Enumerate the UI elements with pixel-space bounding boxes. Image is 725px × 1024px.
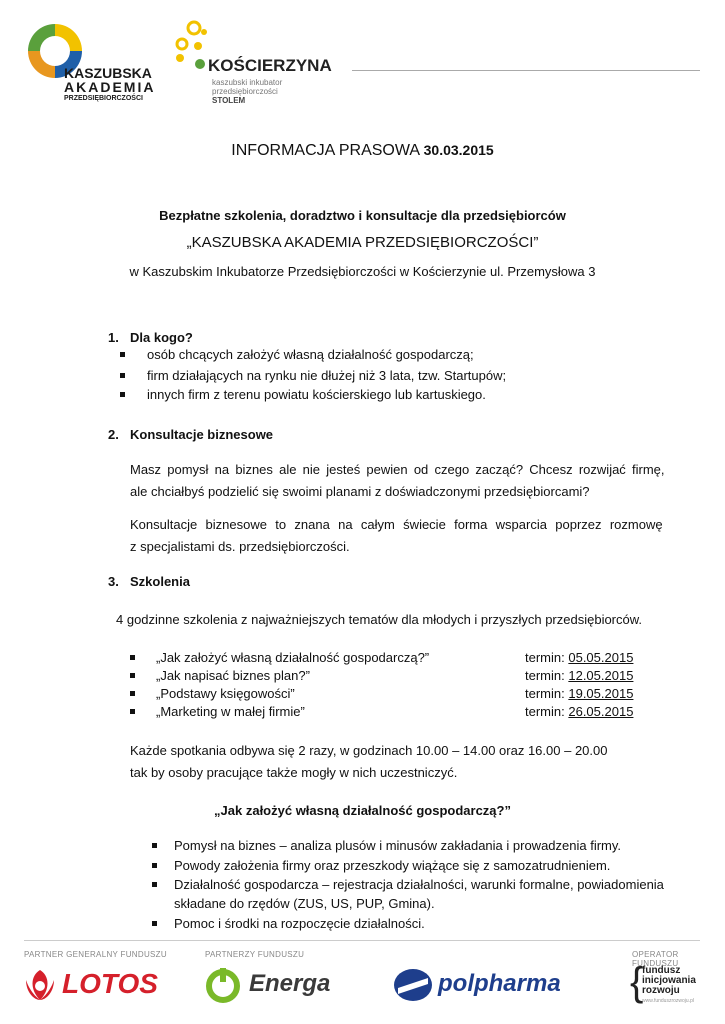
page-title	[0, 142, 725, 160]
section3-title: Szkolenia	[130, 574, 190, 589]
koscierzyna-logo	[172, 18, 372, 113]
training-title: „Jak napisać biznes plan?”	[156, 668, 310, 683]
detail-item3-cont: składane do rzędów (ZUS, US, PUP, Gmina).	[174, 896, 435, 911]
training-date: 05.05.2015	[568, 650, 634, 665]
koscierzyna-logo-mark	[172, 18, 212, 78]
title-main: INFORMACJA PRASOWA	[231, 142, 420, 159]
detail-item2: Powody założenia firmy oraz przeszkody wiążące się z samozatrudnieniem.	[174, 858, 611, 873]
s2-p2b: z specjalistami ds. przedsiębiorczości.	[130, 539, 350, 554]
lotos-text: LOTOS	[62, 968, 158, 999]
detail-item4: Pomoc i środki na rozpoczęcie działalności.	[174, 916, 425, 931]
training-title: „Jak założyć własną działalność gospodarczą?”	[156, 650, 430, 665]
footer-label-operator: OPERATOR FUNDUSZU	[632, 950, 679, 968]
detail-item1: Pomysł na biznes – analiza plusów i minusów zakładania i prowadzenia firmy.	[174, 838, 622, 853]
s2-p1a: Masz pomysł na biznes ale nie jesteś pewien od czego zacząć? Chcesz rozwijać firmę,	[130, 462, 665, 477]
kap-logo-line3: PRZEDSIĘBIORCZOŚCI	[64, 95, 143, 102]
section2-num: 2.	[108, 427, 119, 442]
bullet	[152, 882, 157, 887]
training-title: „Podstawy księgowości”	[156, 686, 295, 701]
detail-heading: „Jak założyć własną działalność gospodarczą?”	[214, 803, 511, 818]
term-label: termin:	[525, 704, 565, 719]
section3-heading	[108, 574, 190, 589]
header-rule	[352, 70, 700, 71]
bullet	[120, 392, 125, 397]
training-date: 12.05.2015	[568, 668, 634, 683]
detail-item3: Działalność gospodarcza – rejestracja działalności, warunki formalne, powiadomienia	[174, 877, 664, 892]
fir-url: www.funduszrozwoju.pl	[642, 998, 694, 1004]
energa-text: Energa	[249, 970, 331, 997]
training-date: 19.05.2015	[568, 686, 634, 701]
bullet	[130, 709, 135, 714]
s3-note1: Każde spotkania odbywa się 2 razy, w godzinach 10.00 – 14.00 oraz 16.00 – 20.00	[130, 743, 608, 758]
fir-line1: fundusz	[642, 965, 681, 976]
fir-line2: inicjowania	[642, 975, 696, 986]
koscierzyna-sub1: kaszubski inkubator	[212, 78, 283, 87]
section2-title: Konsultacje biznesowe	[130, 427, 274, 442]
bullet	[152, 863, 157, 868]
section1-heading	[108, 330, 193, 345]
intro-line3: w Kaszubskim Inkubatorze Przedsiębiorczości w Kościerzynie ul. Przemysłowa 3	[129, 264, 596, 279]
koscierzyna-sub2: przedsiębiorczości	[212, 87, 278, 96]
term-label: termin:	[525, 668, 565, 683]
term-label: termin:	[525, 650, 565, 665]
s1-item2: firm działających na rynku nie dłużej niż 3 lata, tzw. Startupów;	[147, 368, 507, 383]
footer-label-general: PARTNER GENERALNY FUNDUSZU	[24, 950, 167, 959]
fir-line3: rozwoju	[642, 985, 680, 996]
lotos-logo	[22, 964, 162, 1008]
section3-num: 3.	[108, 574, 119, 589]
training-title: „Marketing w małej firmie”	[156, 704, 305, 719]
section2-heading	[108, 427, 274, 442]
polpharma-logo	[392, 964, 582, 1008]
training-date: 26.05.2015	[568, 704, 634, 719]
bullet	[130, 691, 135, 696]
bullet	[152, 843, 157, 848]
polpharma-text: polpharma	[438, 970, 561, 997]
bullet	[130, 673, 135, 678]
kap-logo-line1: KASZUBSKA	[64, 65, 152, 81]
bullet	[130, 655, 135, 660]
intro-line1: Bezpłatne szkolenia, doradztwo i konsultacje dla przedsiębiorców	[159, 208, 566, 223]
energa-icon	[205, 968, 241, 1004]
intro-line2: „KASZUBSKA AKADEMIA PRZEDSIĘBIORCZOŚCI”	[186, 234, 539, 251]
kap-logo-line2: AKADEMIA	[64, 79, 156, 95]
lotos-flower-icon	[22, 966, 58, 1004]
bullet	[120, 373, 125, 378]
title-date: 30.03.2015	[423, 142, 494, 158]
footer-rule	[24, 940, 700, 941]
s2-p1b: ale chciałbyś podzielić się swoimi planami z doświadczonymi przedsiębiorcami?	[130, 484, 590, 499]
koscierzyna-sub3: STOLEM	[212, 96, 246, 105]
s1-item3: innych firm z terenu powiatu kościerskiego lub kartuskiego.	[147, 387, 486, 402]
section1-num: 1.	[108, 330, 119, 345]
polpharma-icon	[392, 966, 434, 1004]
s3-intro: 4 godzinne szkolenia z najważniejszych tematów dla młodych i przyszłych przedsiębiorców.	[116, 612, 643, 627]
koscierzyna-title: KOŚCIERZYNA	[208, 56, 332, 75]
fir-logo	[630, 962, 710, 1008]
kap-logo	[24, 20, 164, 115]
energa-logo	[205, 964, 345, 1008]
footer-label-partners: PARTNERZY FUNDUSZU	[205, 950, 305, 959]
bullet	[120, 352, 125, 357]
s1-item1: osób chcących założyć własną działalność gospodarczą;	[147, 347, 474, 362]
s2-p2a: Konsultacje biznesowe to znana na całym świecie forma wsparcia poprzez rozmowę	[130, 517, 663, 532]
section1-title: Dla kogo?	[130, 330, 193, 345]
fir-brace-icon: {	[630, 960, 644, 1004]
bullet	[152, 921, 157, 926]
term-label: termin:	[525, 686, 565, 701]
s3-note2: tak by osoby pracujące także mogły w nich uczestniczyć.	[130, 765, 458, 780]
